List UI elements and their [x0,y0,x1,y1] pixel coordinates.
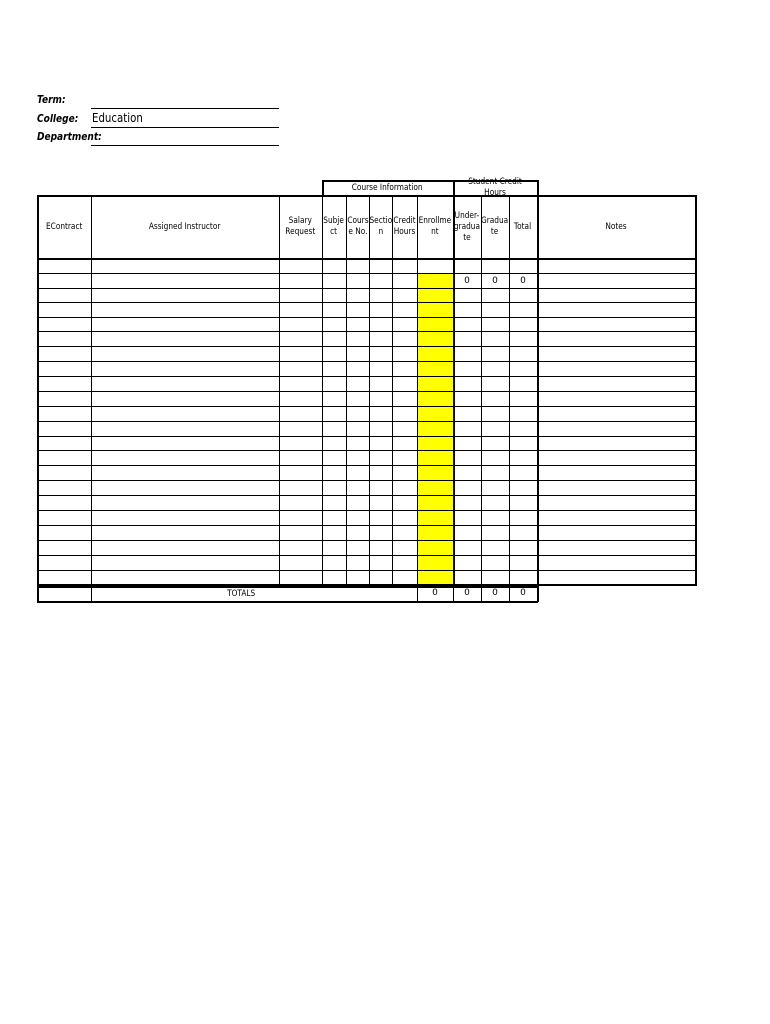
grid-vline [392,195,393,586]
college-value: Education [92,111,143,125]
first-row-total: 0 [520,276,526,286]
college-label: College: [37,112,79,125]
grid-vline [537,180,539,196]
grid-hline [37,391,695,392]
grid-vline [279,195,280,586]
grid-hline [37,406,695,407]
group-course-information: Course Information [352,182,423,193]
grid-hline [37,421,695,422]
group-student-credit-hours: Student Credit Hours [468,177,522,198]
grid-hline [37,436,695,437]
grid-vline [481,586,482,602]
grid-hline [37,586,538,588]
grid-vline [537,586,539,602]
grid-hline [37,288,695,289]
grid-hline [37,273,695,274]
grid-hline [37,510,695,511]
grid-hline [37,540,695,541]
grid-hline [37,195,696,197]
col-credit-hours: Credit Hours [393,216,416,237]
grid-vline [417,586,418,602]
col-assigned-instructor: Assigned Instructor [149,221,221,232]
grid-vline [453,180,455,196]
totals-undergraduate: 0 [464,588,470,598]
totals-total: 0 [520,588,526,598]
grid-hline [37,555,695,556]
grid-hline [37,331,695,332]
grid-hline [37,525,695,526]
first-row-graduate: 0 [492,276,498,286]
grid-hline [37,258,696,260]
grid-vline [695,195,697,586]
col-section: Sectio n [369,216,392,237]
grid-hline [37,376,695,377]
grid-vline [322,195,323,586]
grid-vline [453,586,454,602]
department-label: Department: [37,130,102,143]
grid-vline [369,195,370,586]
grid-hline [37,361,695,362]
col-course-no: Cours e No. [346,216,369,237]
grid-hline [37,495,695,496]
grid-vline [509,586,510,602]
grid-hline [37,570,695,571]
grid-hline [37,465,695,466]
col-undergraduate: Under- gradua te [453,210,481,243]
grid-vline [346,195,347,586]
col-total: Total [514,221,532,232]
grid-hline [322,180,538,182]
grid-hline [37,302,695,303]
totals-label: TOTALS [226,588,256,599]
grid-vline [91,586,92,602]
col-enrollment: Enrollme nt [418,216,452,237]
grid-hline [37,480,695,481]
totals-graduate: 0 [492,588,498,598]
col-graduate: Gradua te [481,216,509,237]
grid-vline [91,195,92,586]
first-row-undergraduate: 0 [464,276,470,286]
grid-vline [322,180,324,196]
grid-hline [37,346,695,347]
grid-vline [37,586,39,602]
grid-vline [453,195,455,586]
department-field[interactable] [91,145,279,146]
grid-hline [37,450,695,451]
college-field[interactable] [91,127,279,128]
grid-vline [481,195,482,586]
grid-vline [37,195,39,586]
col-salary-request: Salary Request [285,216,316,237]
term-label: Term: [37,93,66,106]
grid-hline [37,601,538,603]
grid-hline [37,317,695,318]
col-econtract: EContract [45,221,83,232]
term-field[interactable] [91,108,279,109]
col-notes: Notes [605,221,627,232]
enrollment-highlight [417,273,453,584]
totals-enrollment: 0 [432,588,438,598]
grid-vline [509,195,510,586]
grid-vline [537,195,539,586]
grid-vline [417,195,418,586]
col-subject: Subje ct [323,216,345,237]
